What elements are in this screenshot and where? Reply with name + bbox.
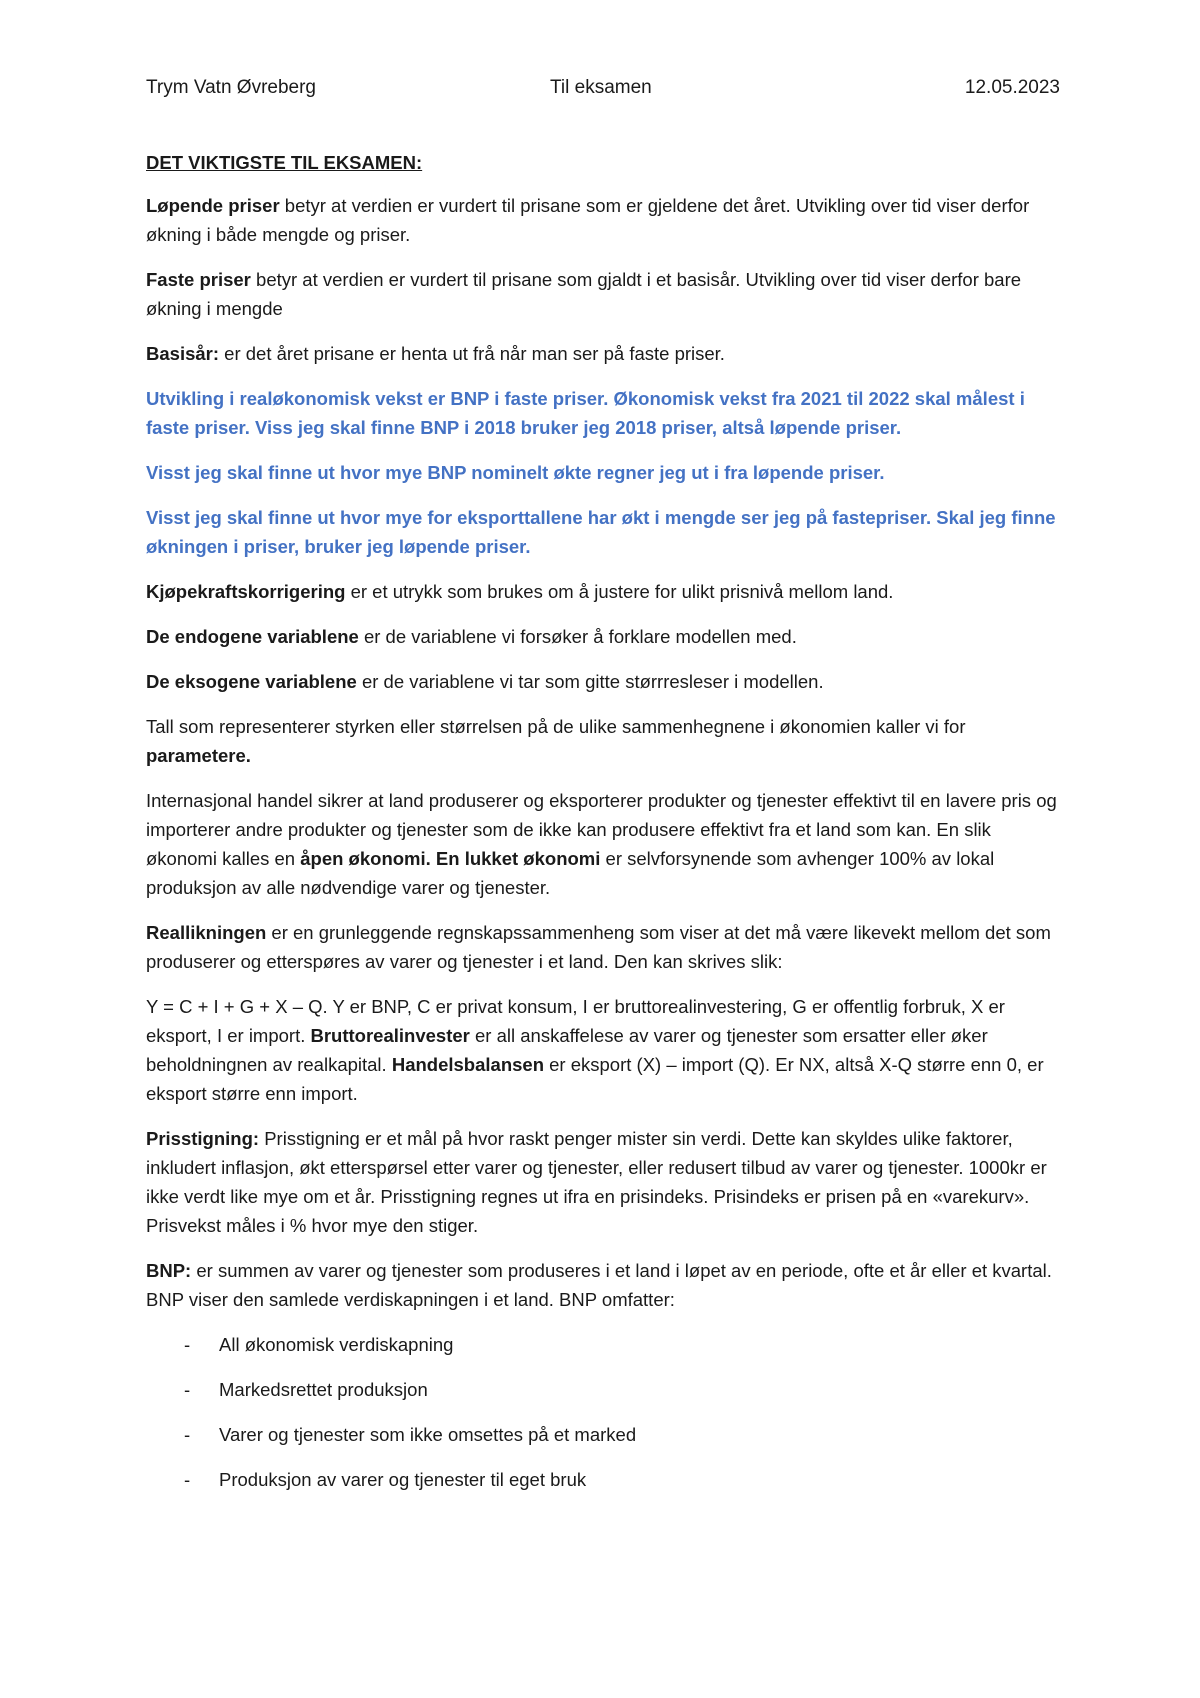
- term: Basisår:: [146, 343, 220, 364]
- highlight-note-nominelt: Visst jeg skal finne ut hvor mye BNP nominelt økte regner jeg ut i fra løpende priser.: [146, 462, 885, 483]
- paragraph-internasjonal-handel: [146, 786, 1060, 902]
- term: Handelsbalansen: [391, 1054, 544, 1075]
- paragraph-endogene: [146, 622, 1060, 651]
- term: BNP:: [146, 1260, 192, 1281]
- term: Faste priser: [146, 269, 251, 290]
- paragraph-text: betyr at verdien er vurdert til prisane som gjaldt i et basisår. Utvikling over tid viser derfor bare økning i mengde: [146, 269, 1022, 319]
- list-item-text: Produksjon av varer og tjenester til eget bruk: [219, 1469, 587, 1490]
- header-date: 12.05.2023: [964, 77, 1060, 98]
- section-heading: DET VIKTIGSTE TIL EKSAMEN:: [146, 152, 423, 173]
- paragraph-text: er et utrykk som brukes om å justere for ulikt prisnivå mellom land.: [345, 581, 894, 602]
- paragraph-text: Internasjonal handel sikrer at land produserer og eksporterer produkter og tjenester effektivt til en lavere pris og importerer andre produkter og tjenester som de ikke kan produsere effektivt fra et land som kan. En slik økonomi kalles en: [146, 790, 1057, 869]
- paragraph-text: Prisstigning er et mål på hvor raskt penger mister sin verdi. Dette kan skyldes ulike faktorer, inkludert inflasjon, økt etterspørsel etter varer og tjenester, eller redusert tilbud av varer og tjenester. 1000kr er ikke verdt like mye om et år. Prisstigning regnes ut ifra en prisindeks. Prisindeks er prisen på en «varekurv». Prisvekst måles i % hvor mye den stiger.: [146, 1128, 1047, 1236]
- page-header: [146, 74, 1060, 102]
- term: Kjøpekraftskorrigering: [146, 581, 346, 602]
- header-title: Til eksamen: [550, 77, 652, 98]
- paragraph-bnp: [146, 1256, 1060, 1314]
- list-item: [146, 1465, 1060, 1494]
- term: Reallikningen: [146, 922, 267, 943]
- paragraph-eksogene: [146, 667, 1060, 696]
- paragraph-parametere: [146, 712, 1060, 770]
- term: åpen økonomi.: [300, 848, 431, 869]
- paragraph-text: er all anskaffelese av varer og tjenester som ersatter eller øker beholdningnen av realkapital.: [146, 1025, 988, 1075]
- list-item-text: Varer og tjenester som ikke omsettes på et marked: [219, 1424, 637, 1445]
- list-item: [146, 1420, 1060, 1449]
- paragraph-formel: [146, 992, 1060, 1108]
- paragraph-text: er eksport (X) – import (Q). Er NX, altså X-Q større enn 0, er eksport større enn import.: [146, 1054, 1044, 1104]
- paragraph-text: betyr at verdien er vurdert til prisane som er gjeldene det året. Utvikling over tid viser derfor økning i både mengde og priser.: [146, 195, 1030, 245]
- list-item: [146, 1375, 1060, 1404]
- term: De endogene variablene: [146, 626, 359, 647]
- list-item: [146, 1330, 1060, 1359]
- paragraph-text: er det året prisane er henta ut frå når man ser på faste priser.: [219, 343, 725, 364]
- paragraph-text: er en grunleggende regnskapssammenheng som viser at det må være likevekt mellom det som produserer og etterspøres av varer og tjenester i et land. Den kan skrives slik:: [146, 922, 1051, 972]
- term: Bruttorealinvester: [310, 1025, 470, 1046]
- paragraph-text: er summen av varer og tjenester som produseres i et land i løpet av en periode, ofte et år eller et kvartal. BNP viser den samlede verdiskapningen i et land. BNP omfatter:: [146, 1260, 1052, 1310]
- list-item-text: Markedsrettet produksjon: [219, 1379, 428, 1400]
- list-dash: -: [184, 1334, 191, 1355]
- term: Løpende priser: [146, 195, 280, 216]
- paragraph-prisstigning: [146, 1124, 1060, 1240]
- document-body: [146, 148, 1060, 1510]
- term: De eksogene variablene: [146, 671, 357, 692]
- header-author: Trym Vatn Øvreberg: [146, 77, 316, 98]
- paragraph-reallikningen: [146, 918, 1060, 976]
- highlight-note-realvekst: Utvikling i realøkonomisk vekst er BNP i faste priser. Økonomisk vekst fra 2021 til 2022 skal målest i faste priser. Viss jeg skal finne BNP i 2018 bruker jeg 2018 priser, altså løpende priser.: [146, 388, 1025, 438]
- highlight-note-eksport: Visst jeg skal finne ut hvor mye for eksporttallene har økt i mengde ser jeg på fastepriser. Skal jeg finne økningen i priser, bruker jeg løpende priser.: [146, 507, 1056, 557]
- term: Prisstigning:: [146, 1128, 260, 1149]
- paragraph-text: er selvforsynende som avhenger 100% av lokal produksjon av alle nødvendige varer og tjenester.: [146, 848, 995, 898]
- paragraph-lopende-priser: [146, 191, 1060, 249]
- paragraph-text: er de variablene vi tar som gitte størrresleser i modellen.: [356, 671, 824, 692]
- list-dash: -: [184, 1424, 191, 1445]
- paragraph-text: Tall som representerer styrken eller størrelsen på de ulike sammenhegnene i økonomien kaller vi for: [146, 716, 966, 737]
- paragraph-basisar: [146, 339, 1060, 368]
- bnp-list: [146, 1330, 1060, 1494]
- paragraph-text: Y = C + I + G + X – Q. Y er BNP, C er privat konsum, I er bruttorealinvestering, G er offentlig forbruk, X er eksport, I er import.: [146, 996, 1005, 1046]
- list-dash: -: [184, 1469, 191, 1490]
- term: parametere.: [146, 745, 251, 766]
- list-dash: -: [184, 1379, 191, 1400]
- paragraph-kjopekraft: [146, 577, 1060, 606]
- list-item-text: All økonomisk verdiskapning: [219, 1334, 454, 1355]
- term: En lukket økonomi: [435, 848, 601, 869]
- paragraph-text: er de variablene vi forsøker å forklare modellen med.: [358, 626, 797, 647]
- paragraph-faste-priser: [146, 265, 1060, 323]
